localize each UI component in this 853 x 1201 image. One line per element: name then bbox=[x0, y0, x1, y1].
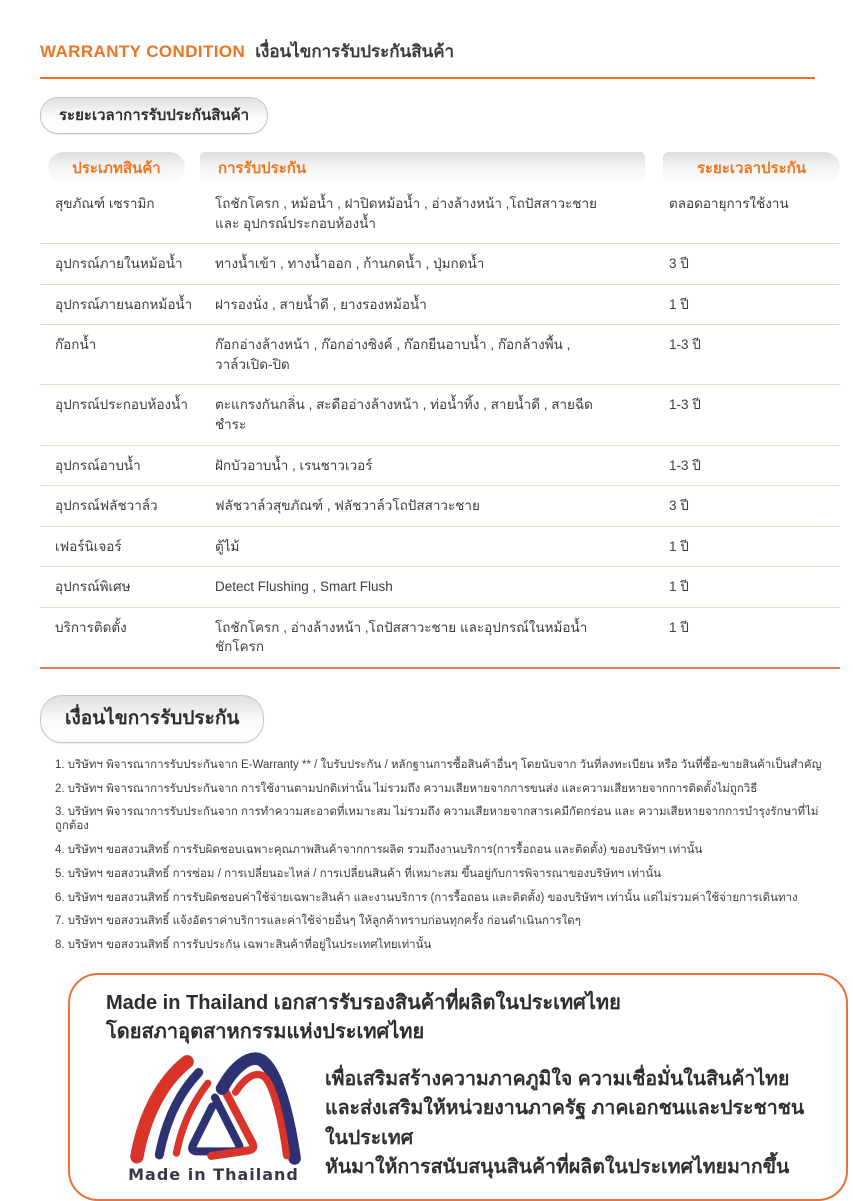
cell-category: อุปกรณ์ประกอบห้องน้ำ bbox=[55, 397, 188, 413]
condition-item: 6. บริษัทฯ ขอสงวนสิทธิ์ การรับผิดชอบค่าใช้จ่ายเฉพาะสินค้า และงานบริการ (การรื้อถอน และติดตั้ง) ของบริษัทฯ เท่านั้น แต่ไม่รวมค่าใช้จ่ายการเดินทาง bbox=[55, 891, 798, 904]
cell-period: 3 ปี bbox=[669, 256, 689, 272]
conditions-section-title: เงื่อนไขการรับประกัน bbox=[40, 695, 264, 743]
table-row bbox=[40, 527, 840, 568]
table-row bbox=[40, 285, 840, 326]
condition-item: 3. บริษัทฯ พิจารณาการรับประกันจาก การทำความสะอาดที่เหมาะสม ไม่รวมถึง ความเสียหายจากสารเคมีกัดกร่อน และ ความเสียหายจากการบำรุงรักษาที่ไม่ถูกต้อง bbox=[55, 806, 819, 833]
table-row bbox=[40, 608, 840, 669]
cell-category: อุปกรณ์ฟลัชวาล์ว bbox=[55, 498, 158, 514]
cell-period: 1 ปี bbox=[669, 538, 689, 554]
cell-period: ตลอดอายุการใช้งาน bbox=[669, 196, 789, 211]
made-in-thailand-box bbox=[68, 973, 848, 1201]
cell-category: สุขภัณฑ์ เซรามิก bbox=[55, 196, 155, 211]
table-header-period: ระยะเวลาประกัน bbox=[663, 152, 840, 184]
cell-coverage: ตะแกรงกันกลิ่น , สะดืออ่างล้างหน้า , ท่อน้ำทิ้ง , สายน้ำดี , สายฉีดชำระ bbox=[215, 397, 593, 432]
table-row bbox=[40, 244, 840, 285]
warranty-table-header-row bbox=[40, 152, 840, 184]
condition-item: 2. บริษัทฯ พิจารณาการรับประกันจาก การใช้งานตามปกติเท่านั้น ไม่รวมถึง ความเสียหายจากการขนส่ง และความเสียหายจากการติดตั้งไม่ถูกวิธี bbox=[55, 782, 758, 795]
table-header-category: ประเภทสินค้า bbox=[48, 152, 185, 184]
cell-coverage: โถชักโครก , อ่างล้างหน้า ,โถปัสสาวะชาย และอุปกรณ์ในหม้อน้ำชักโครก bbox=[215, 619, 588, 655]
condition-item: 5. บริษัทฯ ขอสงวนสิทธิ์ การซ่อม / การเปลี่ยนอะไหล่ / การเปลี่ยนสินค้า ที่เหมาะสม ขึ้นอยู่กับการพิจารณาของบริษัทฯ เท่านั้น bbox=[55, 867, 662, 880]
mit-body-line1: เพื่อเสริมสร้างความภาคภูมิใจ ความเชื่อมั่นในสินค้าไทย bbox=[325, 1068, 790, 1091]
condition-item: 4. บริษัทฯ ขอสงวนสิทธิ์ การรับผิดชอบเฉพาะคุณภาพสินค้าจากการผลิต รวมถึงงานบริการ(การรื้อถอน และติดตั้ง) ของบริษัทฯ เท่านั้น bbox=[55, 844, 703, 857]
cell-coverage: ฝารองนั่ง , สายน้ำดี , ยางรองหม้อน้ำ bbox=[215, 296, 427, 312]
page-title bbox=[40, 38, 815, 65]
mit-heading bbox=[106, 989, 820, 1047]
page-title-english: WARRANTY CONDITION bbox=[40, 42, 246, 61]
condition-item: 8. บริษัทฯ ขอสงวนสิทธิ์ การรับประกัน เฉพาะสินค้าที่อยู่ในประเทศไทยเท่านั้น bbox=[55, 939, 432, 952]
cell-category: อุปกรณ์อาบน้ำ bbox=[55, 457, 141, 473]
condition-item: 1. บริษัทฯ พิจารณาการรับประกันจาก E-Warranty ** / ใบรับประกัน / หลักฐานการซื้อสินค้าอื่นๆ โดยนับจาก วันที่ลงทะเบียน หรือ วันที่ซื้อ-ขายสินค้าเป็นสำคัญ bbox=[55, 758, 822, 771]
cell-coverage: ฟลัชวาล์วสุขภัณฑ์ , ฟลัชวาล์วโถปัสสาวะชาย bbox=[215, 498, 480, 514]
table-row bbox=[40, 184, 840, 244]
conditions-list bbox=[55, 759, 823, 953]
cell-coverage: ฝักบัวอาบน้ำ , เรนชาวเวอร์ bbox=[215, 457, 373, 473]
cell-category: อุปกรณ์ภายในหม้อน้ำ bbox=[55, 256, 183, 272]
cell-category: เฟอร์นิเจอร์ bbox=[55, 538, 122, 554]
mit-body-line2: และส่งเสริมให้หน่วยงานภาครัฐ ภาคเอกชนและประชาชนในประเทศ bbox=[325, 1097, 805, 1149]
table-row bbox=[40, 446, 840, 487]
mit-body-text bbox=[325, 1065, 820, 1184]
cell-period: 1 ปี bbox=[669, 296, 689, 312]
cell-period: 1-3 ปี bbox=[669, 397, 701, 413]
cell-period: 3 ปี bbox=[669, 498, 689, 514]
mit-logo-block bbox=[106, 1051, 321, 1184]
cell-category: อุปกรณ์พิเศษ bbox=[55, 579, 131, 595]
title-underline bbox=[40, 77, 815, 79]
mit-body-line3: หันมาให้การสนับสนุนสินค้าที่ผลิตในประเทศไทยมากขึ้น bbox=[325, 1155, 790, 1178]
made-in-thailand-logo-icon bbox=[124, 1051, 304, 1163]
page-header bbox=[0, 0, 853, 79]
table-row bbox=[40, 325, 840, 385]
cell-period: 1-3 ปี bbox=[669, 337, 701, 353]
cell-period: 1-3 ปี bbox=[669, 457, 701, 473]
cell-coverage: Detect Flushing , Smart Flush bbox=[215, 579, 393, 595]
page-title-thai: เงื่อนไขการรับประกันสินค้า bbox=[255, 42, 455, 61]
cell-coverage: ตู้ไม้ bbox=[215, 538, 240, 554]
cell-category: ก๊อกน้ำ bbox=[55, 337, 97, 353]
mit-heading-line2: โดยสภาอุตสาหกรรมแห่งประเทศไทย bbox=[106, 1021, 425, 1044]
condition-item: 7. บริษัทฯ ขอสงวนสิทธิ์ แจ้งอัตราค่าบริการและค่าใช้จ่ายอื่นๆ ให้ลูกค้าทราบก่อนทุกครั้ง ก่อนดำเนินการใดๆ bbox=[55, 915, 581, 928]
cell-period: 1 ปี bbox=[669, 619, 689, 635]
cell-category: บริการติดตั้ง bbox=[55, 619, 127, 635]
table-row bbox=[40, 486, 840, 527]
cell-coverage: ก๊อกอ่างล้างหน้า , ก๊อกอ่างซิงค์ , ก๊อกยืนอาบน้ำ , ก๊อกล้างพื้น , วาล์วเปิด-ปิด bbox=[215, 337, 571, 372]
cell-category: อุปกรณ์ภายนอกหม้อน้ำ bbox=[55, 296, 193, 312]
warranty-table bbox=[40, 152, 840, 669]
cell-coverage: ทางน้ำเข้า , ทางน้ำออก , ก้านกดน้ำ , ปุ่มกดน้ำ bbox=[215, 256, 485, 272]
cell-period: 1 ปี bbox=[669, 579, 689, 595]
mit-logo-caption: Made in Thailand bbox=[128, 1165, 299, 1185]
cell-coverage: โถชักโครก , หม้อน้ำ , ฝาปิดหม้อน้ำ , อ่างล้างหน้า ,โถปัสสาวะชาย และ อุปกรณ์ประกอบห้องน้ำ bbox=[215, 196, 597, 231]
table-header-coverage: การรับประกัน bbox=[200, 152, 645, 184]
mit-content bbox=[106, 1051, 820, 1184]
table-row bbox=[40, 385, 840, 445]
table-row bbox=[40, 567, 840, 608]
mit-heading-line1: Made in Thailand เอกสารรับรองสินค้าที่ผลิตในประเทศไทย bbox=[106, 992, 621, 1015]
warranty-period-section-title: ระยะเวลาการรับประกันสินค้า bbox=[40, 97, 268, 134]
